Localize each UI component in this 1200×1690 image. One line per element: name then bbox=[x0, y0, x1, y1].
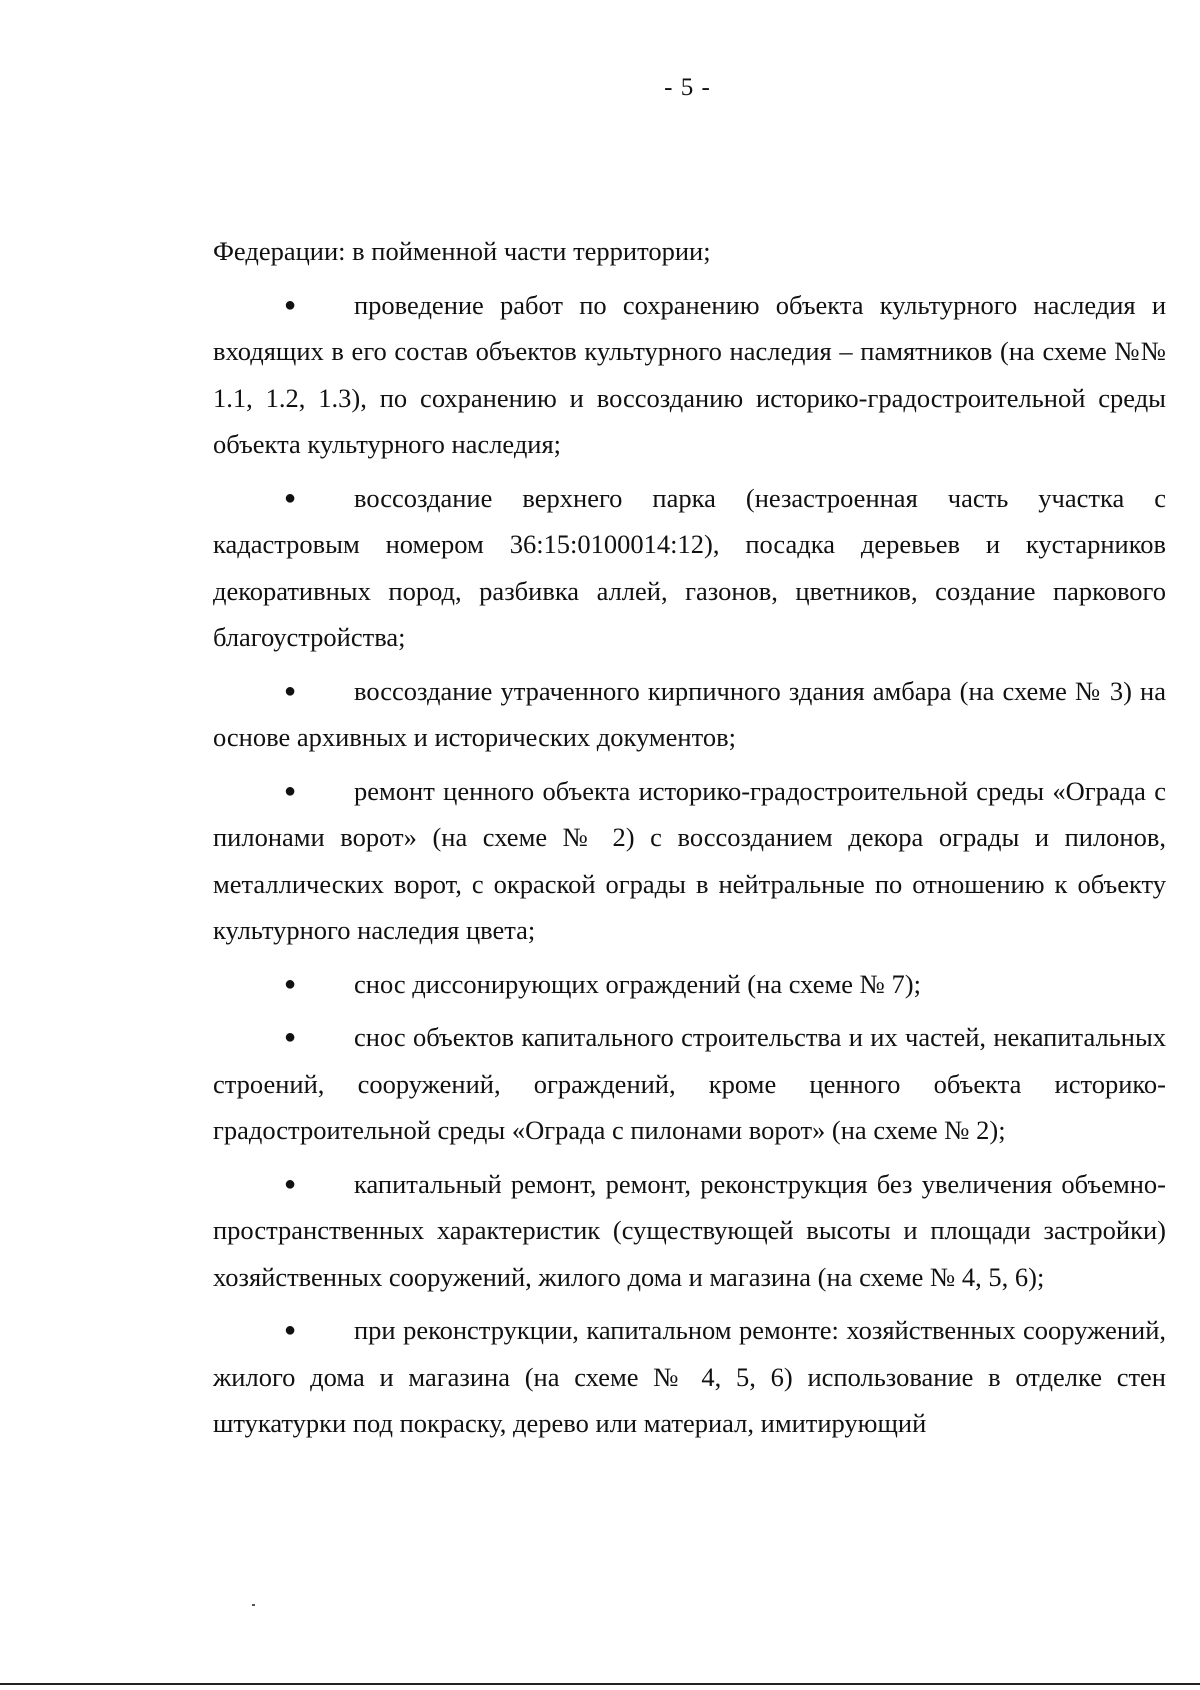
bullet-icon: ● bbox=[284, 1026, 297, 1048]
lead-paragraph: Федерации: в пойменной части территории; bbox=[213, 236, 711, 266]
list-item-text: снос диссонирующих ограждений (на схеме № 7); bbox=[354, 968, 921, 999]
list-item bbox=[213, 282, 1166, 468]
bullet-icon: ● bbox=[284, 972, 297, 995]
list-item-text: ремонт ценного объекта историко-градостроительной среды «Ограда с пилонами ворот» (на схеме № 2) с воссозданием декора ограды и пилонов, металлических ворот, с окраской ограды в нейтральные по отношению к объекту культурного наследия цвета; bbox=[213, 775, 1166, 945]
list-item-text: при реконструкции, капитальном ремонте: хозяйственных сооружений, жилого дома и магазина (на схеме № 4, 5, 6) использование в отделке стен штукатурки под покраску, дерево или материал, имитирующий bbox=[213, 1315, 1166, 1438]
list-item bbox=[213, 668, 1166, 761]
bullet-icon: ● bbox=[284, 1172, 297, 1195]
list-item-text: капитальный ремонт, ремонт, реконструкция без увеличения объемно-пространственных характеристик (существующей высоты и площади застройки) хозяйственных сооружений, жилого дома и магазина (на схеме № 4, 5, 6); bbox=[213, 1168, 1166, 1292]
list-item bbox=[213, 475, 1166, 661]
bullet-icon: ● bbox=[284, 293, 297, 316]
list-item bbox=[213, 1307, 1166, 1447]
page-bottom-rule bbox=[0, 1683, 1200, 1685]
list-item-text: воссоздание верхнего парка (незастроенная часть участка с кадастровым номером 36:15:0100014:12), посадка деревьев и кустарников декоративных пород, разбивка аллей, газонов, цветников, создание паркового благоустройства; bbox=[213, 482, 1166, 652]
list-item bbox=[213, 768, 1166, 954]
bullet-icon: ● bbox=[284, 486, 297, 509]
scan-speck bbox=[252, 1604, 255, 1606]
list-item-text: проведение работ по сохранению объекта культурного наследия и входящих в его состав объектов культурного наследия – памятников (на схеме №№ 1.1, 1.2, 1.3), по сохранению и воссозданию историко-градостроительной среды объекта культурного наследия; bbox=[213, 289, 1166, 459]
list-item bbox=[213, 1161, 1166, 1301]
list-item bbox=[213, 961, 1166, 1008]
list-item bbox=[213, 1014, 1166, 1154]
page-number: - 5 - bbox=[664, 74, 711, 101]
bullet-icon: ● bbox=[284, 679, 297, 702]
bullet-icon: ● bbox=[284, 779, 297, 802]
list-item-text: снос объектов капитального строительства и их частей, некапитальных строений, сооружений, ограждений, кроме ценного объекта историко-градостроительной среды «Ограда с пилонами ворот» (на схеме № 2); bbox=[213, 1022, 1166, 1145]
document-body bbox=[213, 228, 1166, 1447]
bullet-icon: ● bbox=[284, 1319, 297, 1341]
list-item-text: воссоздание утраченного кирпичного здания амбара (на схеме № 3) на основе архивных и исторических документов; bbox=[213, 675, 1166, 752]
